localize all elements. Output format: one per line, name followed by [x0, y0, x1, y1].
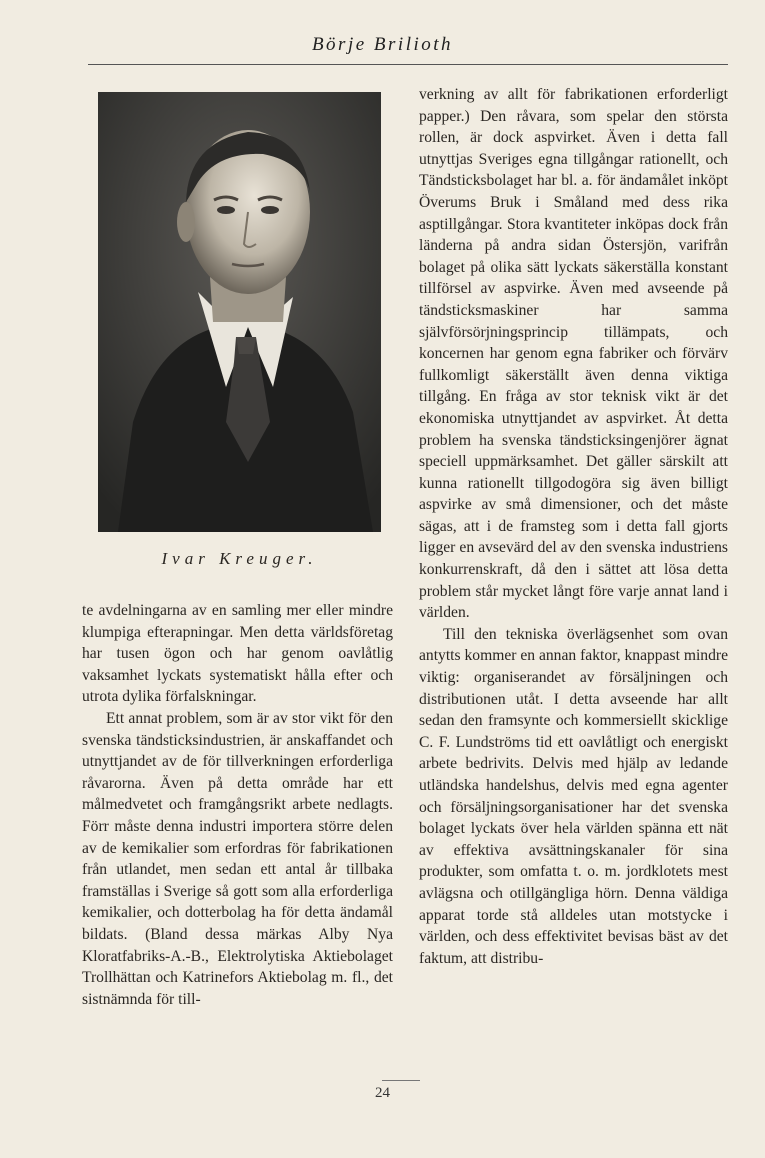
figure-caption: Ivar Kreuger.: [161, 549, 318, 568]
running-title: Börje Brilioth: [311, 34, 454, 55]
header-rule: [88, 64, 728, 65]
right-column: [419, 84, 728, 969]
portrait-photo: [98, 92, 381, 532]
left-paragraph-1: te avdelningarna av en samling mer eller mindre klumpiga efterapningar. Men detta världsföretag har tusen ögon och har genom oavlåtlig vaksamhet lyckats systematiskt hålla efter och utrota dylika förfalskningar.: [82, 602, 393, 706]
left-column: [82, 600, 393, 1010]
page-number-rule: [382, 1080, 420, 1081]
page-number: 24: [375, 1085, 390, 1101]
right-paragraph-2: Till den tekniska överlägsenhet som ovan antytts kommer en annan faktor, knappast mindre viktig: organiserandet av försäljningen och distributionen utåt. I detta avseende har allt sedan den framsynte och kommersiellt skicklige C. F. Lundströms tid ett oavlåtligt och energiskt arbete bedrivits. Delvis med hjälp av ledande utländska handelshus, delvis med egna agenter och försäljningsorganisationer har det svenska bolaget lyckats över hela världen spänna ett nät av effektiva avsättningskanaler för sina produkter, som omfatta t. o. m. jordklotets mest avlägsna och otillgängliga hörn. Denna väldiga apparat torde stå alldeles utan motstycke i världen, och dess effektivitet bevisas bäst av det faktum, att distribu-: [419, 625, 728, 967]
right-paragraph-1: verkning av allt för fabrikationen erforderligt papper.) Den råvara, som spelar den största rollen, är dock aspvirket. Även i detta fall utnyttjas Sveriges egna tillgångar rationellt, och Tändsticksbolaget har bl. a. för ändamålet inköpt Överums Bruk i Småland med dess rika asptillgångar. Stora kvantiteter inköpas dock från länderna på andra sidan Östersjön, varifrån bolaget på olika sätt lyckats säkerställa konstant tillförsel av aspvirke. Även med avseende på tändsticksmaskiner har samma självförsörjningsprincip tillämpats, och koncernen har genom egna fabriker och förvärv fullkomligt säkerställt även denna viktiga tillgång. En fråga av stor teknisk vikt är det ekonomiska utnyttjandet av aspvirket. Åt detta problem ha svenska tändsticksingenjörer ägnat speciell uppmärksamhet. Det gäller särskilt att kunna rationellt tillgodogöra sig även billigt aspvirke av små dimensioner, och det måste sägas, att i de framsteg som i detta fall gjorts ligger en avsevärd del av den svenska industriens konkurrenskraft, då den i sättet att lösa detta problem står mycket långt före varje annat land i världen.: [419, 86, 728, 622]
left-paragraph-2: Ett annat problem, som är av stor vikt för den svenska tändsticksindustrien, är anskaffandet och utnyttjandet av de för tillverkningen erforderliga råvarorna. Även på detta område har ett målmedvetet och framgångsrikt arbete nedlagts. Förr måste denna industri importera större delen av de kemikalier som erfordras för fabrikationen från utlandet, men sedan ett antal år tillbaka framställas i Sverige så gott som alla erforderliga kemikalier, och dotterbolag ha för detta ändamål bildats. (Bland dessa märkas Alby Nya Kloratfabriks-A.-B., Elektrolytiska Aktiebolaget Trollhättan och Katrinefors Aktiebolag m. fl., det sistnämnda för till-: [82, 709, 393, 1008]
